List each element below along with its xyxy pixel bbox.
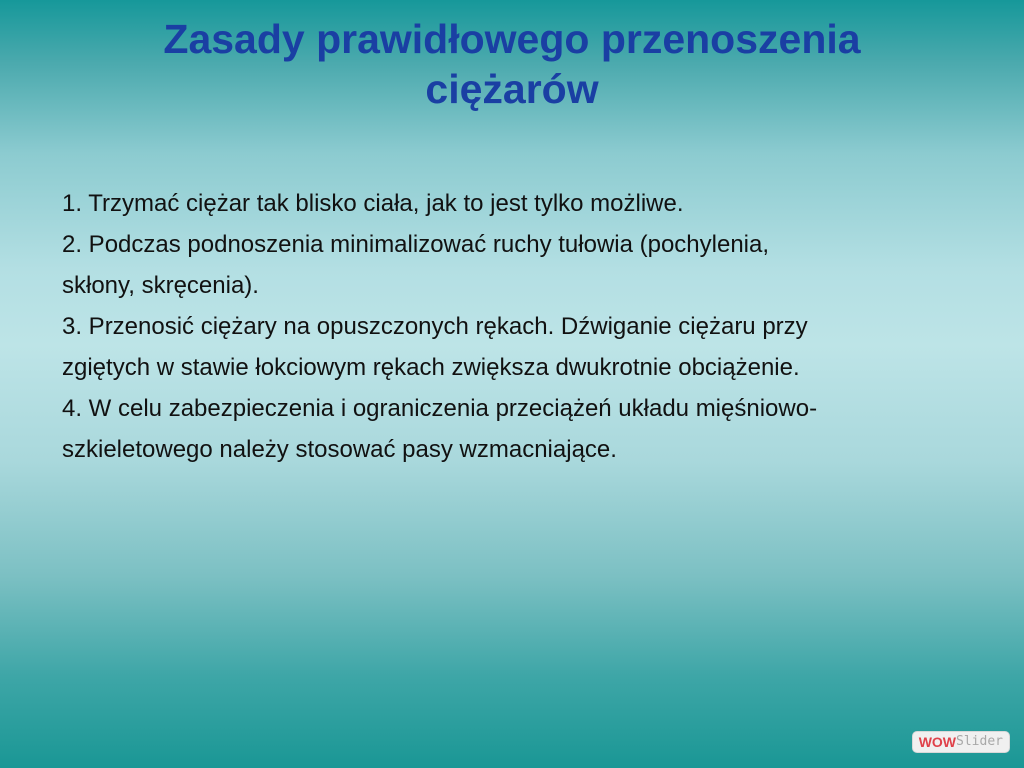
body-line: 3. Przenosić ciężary na opuszczonych rękach. Dźwiganie ciężaru przy: [62, 313, 808, 340]
body-line: 2. Podczas podnoszenia minimalizować ruchy tułowia (pochylenia,: [62, 231, 770, 258]
slide-title-line-1: Zasady prawidłowego przenoszenia: [163, 16, 861, 62]
body-line: skłony, skręcenia).: [62, 272, 259, 299]
watermark-slider: Slider: [956, 734, 1003, 749]
wowslider-watermark[interactable]: [912, 731, 1010, 753]
watermark-wow: WOW: [918, 734, 957, 750]
slide-title-line-2: ciężarów: [425, 66, 599, 112]
body-line: 4. W celu zabezpieczenia i ograniczenia przeciążeń układu mięśniowo-: [62, 395, 818, 422]
slide-title: [0, 14, 1024, 114]
body-line: zgiętych w stawie łokciowym rękach zwiększa dwukrotnie obciążenie.: [62, 354, 800, 381]
body-line: 1. Trzymać ciężar tak blisko ciała, jak to jest tylko możliwe.: [62, 190, 684, 217]
body-line: szkieletowego należy stosować pasy wzmacniające.: [62, 436, 617, 463]
slide-body: [62, 183, 982, 470]
